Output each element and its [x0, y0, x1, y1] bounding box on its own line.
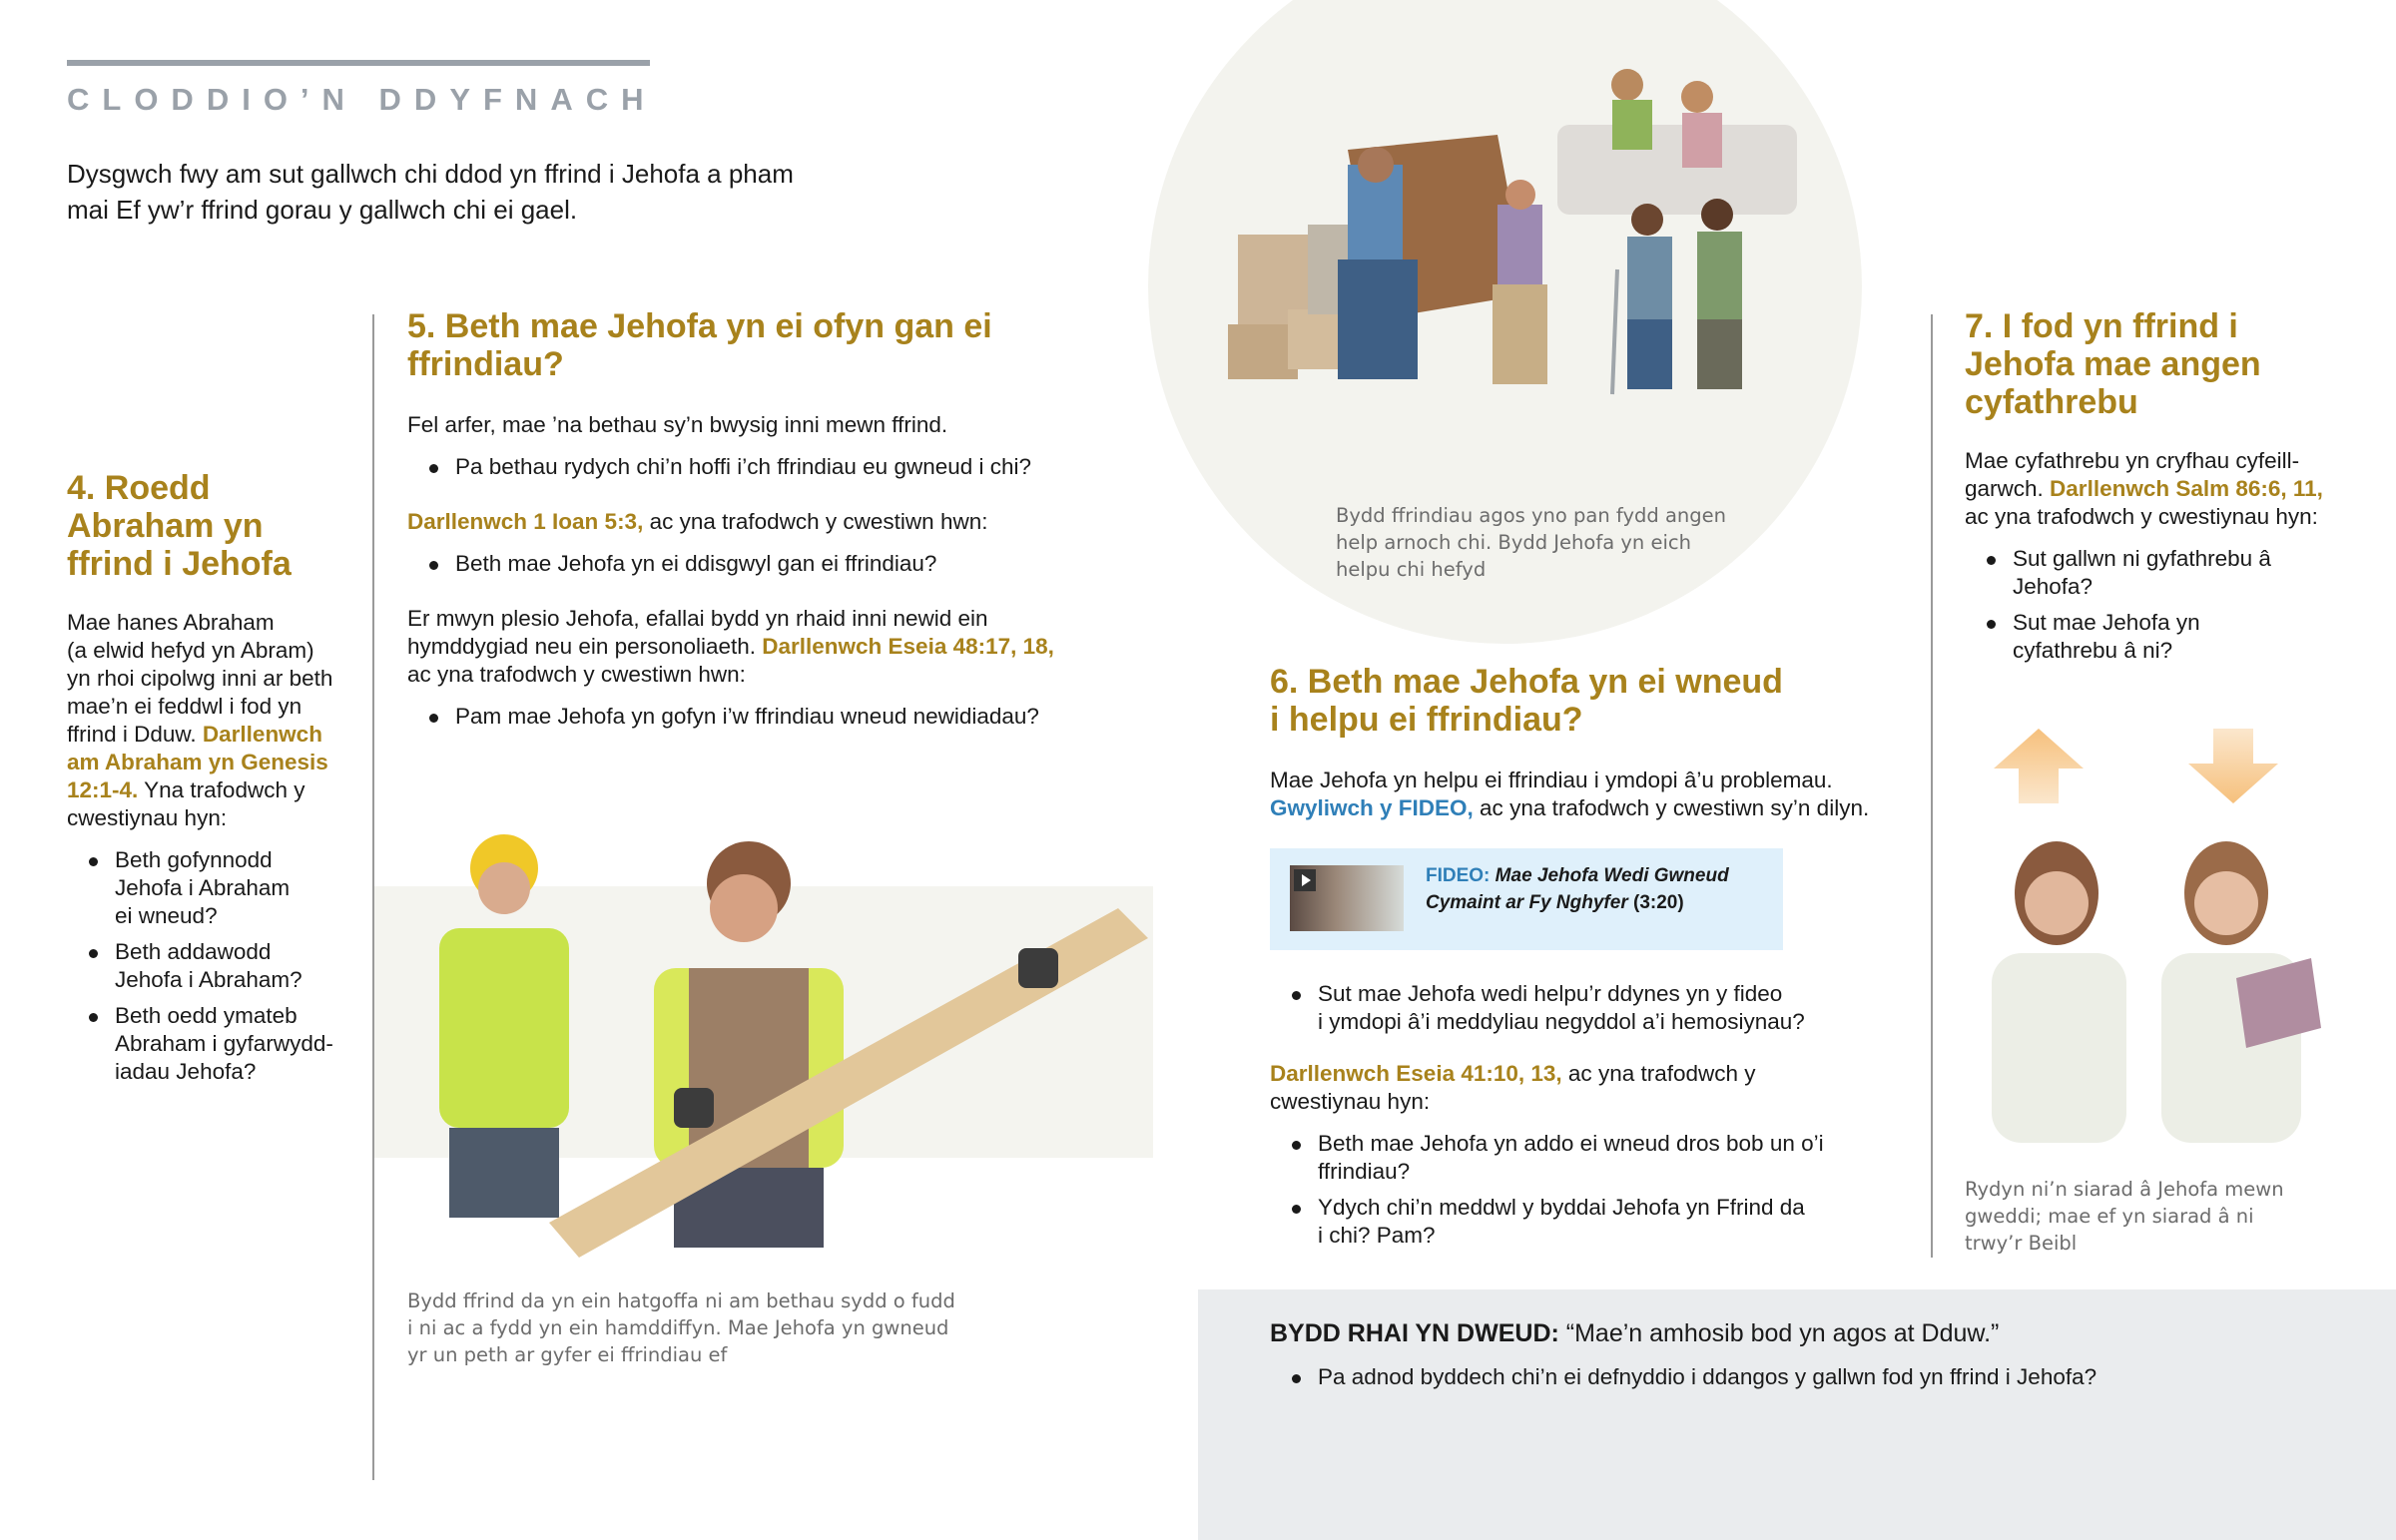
s6-title: i helpu ei ffrindiau? — [1270, 701, 1583, 739]
s4-body-line: yn rhoi cipolwg inni ar beth — [67, 666, 333, 691]
q-line: Jehofa i Abraham? — [115, 967, 302, 992]
s7-p1 — [1965, 475, 2364, 503]
s6-question — [1270, 1130, 1909, 1186]
s6-question — [1270, 1194, 1909, 1250]
s5-title: 5. Beth mae Jehofa yn ei ofyn gan ei — [407, 307, 992, 345]
play-icon[interactable] — [1294, 869, 1316, 891]
video-card[interactable] — [1270, 848, 1783, 950]
s4-read-link[interactable]: am Abraham yn Genesis — [67, 750, 328, 774]
s5-question: Pa bethau rydych chi’n hoffi i’ch ffrindiau eu gwneud i chi? — [407, 453, 1106, 481]
s5-question: Beth mae Jehofa yn ei ddisgwyl gan ei ffrindiau? — [407, 550, 1106, 578]
moving-friends-illustration — [1228, 55, 1827, 474]
q-line: ei wneud? — [115, 903, 218, 928]
section-7 — [1965, 307, 2364, 665]
video-label: FIDEO: — [1426, 865, 1491, 886]
q-line: Abraham i gyfarwydd- — [115, 1031, 333, 1056]
s4-title: 4. Roedd — [67, 469, 211, 507]
section-5 — [407, 307, 1106, 731]
q-line: Ydych chi’n meddwl y byddai Jehofa yn Ffrind da — [1318, 1195, 1805, 1220]
q-line: iadau Jehofa? — [115, 1059, 257, 1084]
video-title[interactable]: Mae Jehofa Wedi Gwneud — [1495, 865, 1729, 886]
s5-read-text: ac yna trafodwch y cwestiwn hwn: — [643, 509, 988, 534]
s5-question: Pam mae Jehofa yn gofyn i’w ffrindiau wneud newidiadau? — [407, 703, 1106, 731]
q-line: i chi? Pam? — [1318, 1223, 1436, 1248]
s7-question — [1965, 609, 2364, 665]
section-4 — [67, 469, 356, 1086]
intro-line: mai Ef yw’r ffrind gorau y gallwch chi ei gael. — [67, 195, 578, 225]
prayer-reading-illustration — [1972, 724, 2391, 1153]
s5-read-link[interactable]: Darllenwch Eseia 48:17, 18, — [762, 634, 1054, 659]
kicker: CLODDIO’N DDYFNACH — [67, 82, 657, 117]
s4-read-ref[interactable]: 12:1-4. — [67, 777, 139, 802]
s7-caption — [1965, 1176, 2364, 1257]
q-line: Sut mae Jehofa yn — [2013, 610, 2200, 635]
s6-top-caption — [1336, 502, 1755, 583]
s7-p1: ac yna trafodwch y cwestiynau hyn: — [1965, 504, 2318, 529]
video-thumbnail[interactable] — [1290, 865, 1404, 931]
video-duration: (3:20) — [1633, 892, 1684, 913]
s6-watch-line — [1270, 794, 1909, 822]
caption-line: helpu chi hefyd — [1336, 558, 1487, 581]
s5-p2-text: hymddygiad neu ein personoliaeth. — [407, 634, 763, 659]
s6-p1: Mae Jehofa yn helpu ei ffrindiau i ymdopi â’u problemau. — [1270, 768, 1833, 792]
s6-question — [1270, 980, 1909, 1036]
s4-body-line — [67, 776, 356, 804]
s5-p2: Er mwyn plesio Jehofa, efallai bydd yn rhaid inni newid ein — [407, 606, 988, 631]
s4-body-line: Mae hanes Abraham — [67, 610, 275, 635]
q-line: Jehofa? — [2013, 574, 2094, 599]
s5-title: ffrindiau? — [407, 345, 564, 383]
footer-panel — [1198, 1289, 2396, 1540]
s7-question — [1965, 545, 2364, 601]
caption-line: gweddi; mae ef yn siarad â ni — [1965, 1205, 2254, 1228]
video-title[interactable]: Cymaint ar Fy Nghyfer — [1426, 892, 1628, 913]
s5-p2: ac yna trafodwch y cwestiwn hwn: — [407, 662, 746, 687]
section-6-questions — [1270, 980, 1909, 1250]
q-line: Beth gofynnodd — [115, 847, 273, 872]
q-line: Sut gallwn ni gyfathrebu â — [2013, 546, 2271, 571]
s4-body-line: (a elwid hefyd yn Abram) — [67, 638, 314, 663]
footer-quote: “Mae’n amhosib bod yn agos at Dduw.” — [1558, 1319, 2000, 1347]
s7-p1-text: garwch. — [1965, 476, 2051, 501]
s7-read-link[interactable]: Darllenwch Salm 86:6, 11, — [2050, 476, 2323, 501]
section-6 — [1270, 663, 1909, 822]
q-line: Beth addawodd — [115, 939, 272, 964]
s6-read-text: ac yna trafodwch y — [1561, 1061, 1756, 1086]
s4-read-link[interactable]: Darllenwch — [202, 722, 322, 747]
footer-label: BYDD RHAI YN DWEUD: — [1270, 1319, 1559, 1347]
s7-title: Jehofa mae angen — [1965, 345, 2261, 383]
s5-read-line — [407, 508, 1106, 536]
s6-read-link[interactable]: Darllenwch Eseia 41:10, 13, — [1270, 1061, 1562, 1086]
footer-line — [1270, 1317, 1999, 1349]
caption-line: help arnoch chi. Bydd Jehofa yn eich — [1336, 531, 1691, 554]
intro-line: Dysgwch fwy am sut gallwch chi ddod yn ffrind i Jehofa a pham — [67, 159, 794, 189]
column-divider — [1931, 314, 1933, 1258]
s4-body-line: cwestiynau hyn: — [67, 805, 228, 830]
s4-body-line: mae’n ei feddwl i fod yn — [67, 694, 302, 719]
q-line: Beth oedd ymateb — [115, 1003, 298, 1028]
q-line: cyfathrebu â ni? — [2013, 638, 2173, 663]
s7-title: 7. I fod yn ffrind i — [1965, 307, 2238, 345]
caption-line: trwy’r Beibl — [1965, 1232, 2078, 1255]
footer-question: Pa adnod byddech chi’n ei defnyddio i ddangos y gallwn fod yn ffrind i Jehofa? — [1270, 1363, 2316, 1391]
s5-p1: Fel arfer, mae ’na bethau sy’n bwysig inni mewn ffrind. — [407, 412, 948, 437]
s6-read-line — [1270, 1060, 1909, 1088]
s4-body-text: Yna trafodwch y — [138, 777, 305, 802]
s4-body-line — [67, 721, 356, 749]
caption-line: yr un peth ar gyfer ei ffrindiau ef — [407, 1343, 728, 1366]
q-line: Jehofa i Abraham — [115, 875, 291, 900]
s6-read-line: cwestiynau hyn: — [1270, 1089, 1431, 1114]
video-info — [1426, 862, 1729, 916]
workers-illustration — [399, 788, 1158, 1268]
s5-caption — [407, 1287, 1086, 1368]
video-line — [1426, 862, 1729, 889]
intro — [67, 156, 925, 228]
s4-question — [67, 938, 356, 994]
q-line: ffrindiau? — [1318, 1159, 1411, 1184]
s7-title: cyfathrebu — [1965, 383, 2138, 421]
s6-title: 6. Beth mae Jehofa yn ei wneud — [1270, 663, 1783, 701]
s5-read-link[interactable]: Darllenwch 1 Ioan 5:3, — [407, 509, 644, 534]
s5-p2 — [407, 633, 1106, 661]
watch-video-link[interactable]: Gwyliwch y FIDEO, — [1270, 795, 1474, 820]
q-line: Sut mae Jehofa wedi helpu’r ddynes yn y fideo — [1318, 981, 1783, 1006]
s4-body-text: ffrind i Dduw. — [67, 722, 203, 747]
s6-watch-text: ac yna trafodwch y cwestiwn sy’n dilyn. — [1473, 795, 1870, 820]
q-line: Beth mae Jehofa yn addo ei wneud dros bob un o’i — [1318, 1131, 1824, 1156]
s4-title: Abraham yn — [67, 507, 264, 545]
s4-question — [67, 1002, 356, 1086]
q-line: i ymdopi â’i meddyliau negyddol a’i hemosiynau? — [1318, 1009, 1805, 1034]
caption-line: Rydyn ni’n siarad â Jehofa mewn — [1965, 1178, 2284, 1201]
caption-line: Bydd ffrindiau agos yno pan fydd angen — [1336, 504, 1726, 527]
video-line — [1426, 889, 1729, 916]
header-rule — [67, 60, 650, 66]
s7-p1: Mae cyfathrebu yn cryfhau cyfeill- — [1965, 448, 2300, 473]
s4-title: ffrind i Jehofa — [67, 545, 292, 583]
caption-line: Bydd ffrind da yn ein hatgoffa ni am bethau sydd o fudd — [407, 1289, 955, 1312]
s4-question — [67, 846, 356, 930]
caption-line: i ni ac a fydd yn ein hamddiffyn. Mae Jehofa yn gwneud — [407, 1316, 949, 1339]
